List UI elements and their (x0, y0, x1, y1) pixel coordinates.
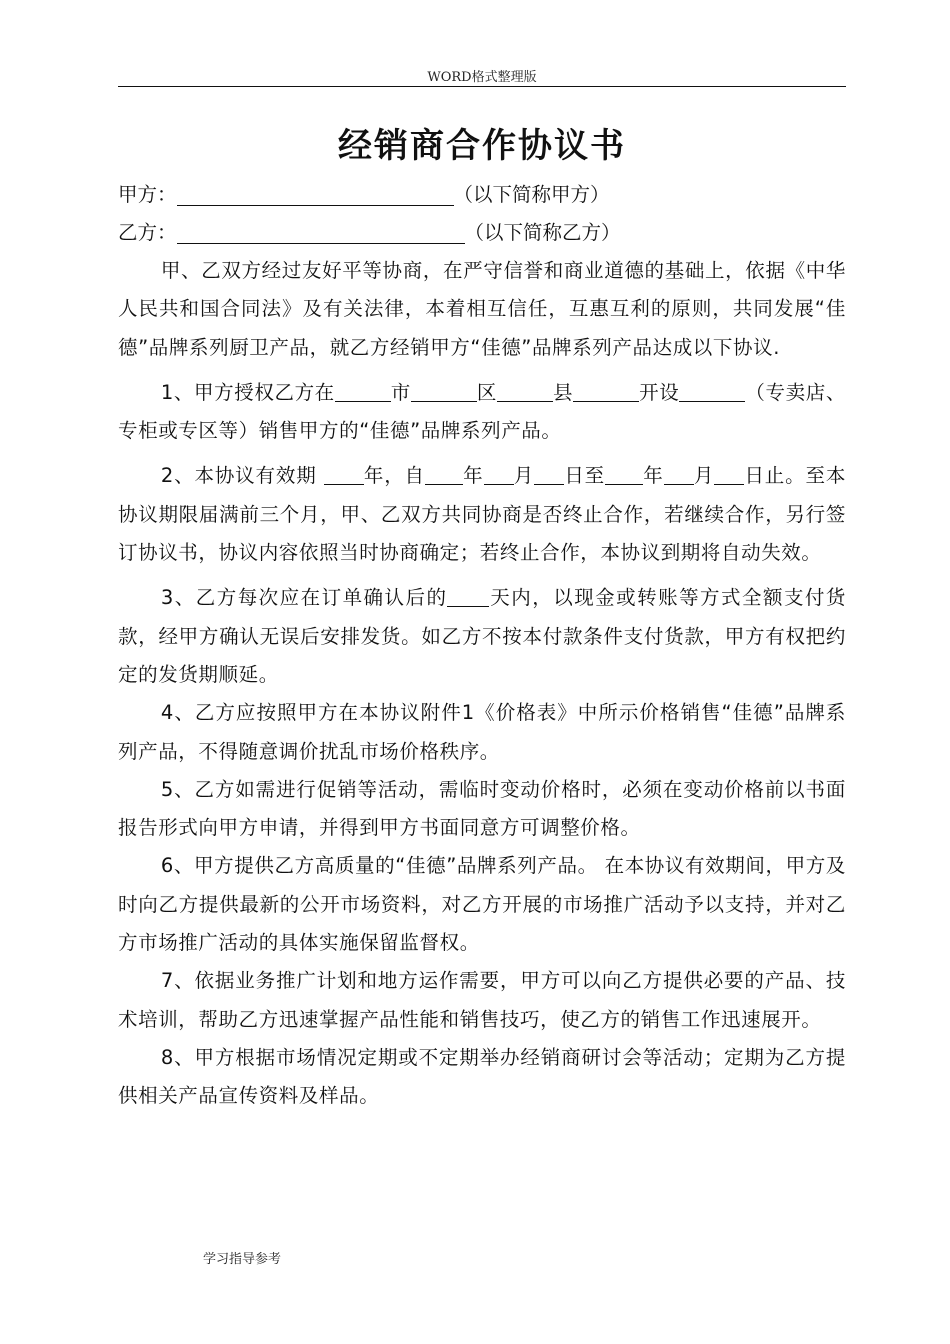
end-year-blank[interactable] (605, 464, 643, 485)
location-blank[interactable] (573, 381, 639, 402)
clause-1-text-c: 区 (476, 380, 498, 404)
page-header: WORD格式整理版 (427, 70, 537, 85)
intro-paragraph: 甲、乙双方经过友好平等协商，在严守信誉和商业道德的基础上，依据《中华人民共和国合同法》及有关法律，本着相互信任，互惠互利的原则，共同发展“佳德”品牌系列厨卫产品，就乙方经销甲方“佳德”品牌系列产品达成以下协议. (118, 259, 846, 359)
payment-days-blank[interactable] (447, 586, 489, 607)
clause-1-text-d: 县 (553, 380, 574, 404)
clause-7: 7、依据业务推广计划和地方运作需要，甲方可以向乙方提供必要的产品、技术培训，帮助乙方迅速掌握产品性能和销售技巧，使乙方的销售工作迅速展开。 (118, 969, 846, 1031)
clause-8: 8、甲方根据市场情况定期或不定期举办经销商研讨会等活动；定期为乙方提供相关产品宣传资料及样品。 (118, 1045, 846, 1108)
clause-6: 6、甲方提供乙方高质量的“佳德”品牌系列产品。 在本协议有效期间，甲方及时向乙方提供最新的公开市场资料，对乙方开展的市场推广活动予以支持，并对乙方市场推广活动的具体实施保留监督权。 (118, 854, 846, 955)
document-title: 经销商合作协议书 (338, 126, 626, 166)
clause-2-text-g: 月 (693, 464, 715, 488)
start-year-blank[interactable] (425, 464, 463, 485)
district-blank[interactable] (411, 381, 477, 402)
party-a-line (118, 176, 846, 214)
party-b-blank[interactable] (177, 219, 465, 244)
party-b-label: 乙方： (118, 221, 177, 244)
store-type-blank[interactable] (679, 381, 745, 402)
party-b-line (118, 214, 846, 252)
clause-2-text-e: 日至 (564, 464, 606, 488)
end-day-blank[interactable] (714, 464, 744, 485)
clause-2-text-d: 月 (513, 464, 535, 488)
clause-1-text-b: 市 (390, 380, 411, 404)
clause-5: 5、乙方如需进行促销等活动，需临时变动价格时，必须在变动价格前以书面报告形式向甲方申请，并得到甲方书面同意方可调整价格。 (118, 777, 846, 840)
county-blank[interactable] (497, 381, 553, 402)
party-a-note: （以下简称甲方） (453, 183, 610, 206)
clause-3-text-b: 天内，以现金或转账等方式全额支付货款，经甲方确认无误后安排发货。如乙方不按本付款条件支付货款，甲方有权把约定的发货期顺延。 (118, 586, 846, 686)
page-footer: 学习指导参考 (203, 1252, 282, 1267)
party-a-label: 甲方： (118, 183, 177, 206)
party-a-blank[interactable] (177, 181, 454, 206)
term-years-blank[interactable] (324, 464, 364, 485)
document-body (118, 176, 846, 1116)
clause-3 (118, 579, 846, 694)
clause-4: 4、乙方应按照甲方在本协议附件1《价格表》中所示价格销售“佳德”品牌系列产品，不得随意调价扰乱市场价格秩序。 (118, 701, 846, 763)
clause-2-text-b: 年，自 (363, 464, 425, 488)
start-day-blank[interactable] (534, 464, 564, 485)
clause-1-text-f: （专卖店、专柜或专区等）销售甲方的“佳德”品牌系列产品。 (118, 380, 846, 443)
party-b-note: （以下简称乙方） (464, 221, 621, 244)
clause-1-text-e: 开设 (639, 380, 680, 404)
clause-2-text-f: 年 (643, 464, 664, 488)
clause-1 (118, 374, 846, 451)
city-blank[interactable] (335, 381, 391, 402)
start-month-blank[interactable] (484, 464, 514, 485)
header-rule (118, 86, 846, 87)
clause-2 (118, 457, 846, 572)
clause-2-text-h: 日止。至本协议期限届满前三个月，甲、乙双方共同协商是否终止合作，若继续合作，另行签订协议书，协议内容依照当时协商确定；若终止合作，本协议到期将自动失效。 (118, 464, 846, 565)
clause-3-text-a: 3、乙方每次应在订单确认后的 (160, 586, 448, 610)
clause-1-text-a: 1、甲方授权乙方在 (160, 380, 335, 404)
clause-2-text-c: 年 (462, 464, 484, 488)
clause-2-text-a: 2、本协议有效期 (160, 464, 324, 488)
end-month-blank[interactable] (664, 464, 694, 485)
